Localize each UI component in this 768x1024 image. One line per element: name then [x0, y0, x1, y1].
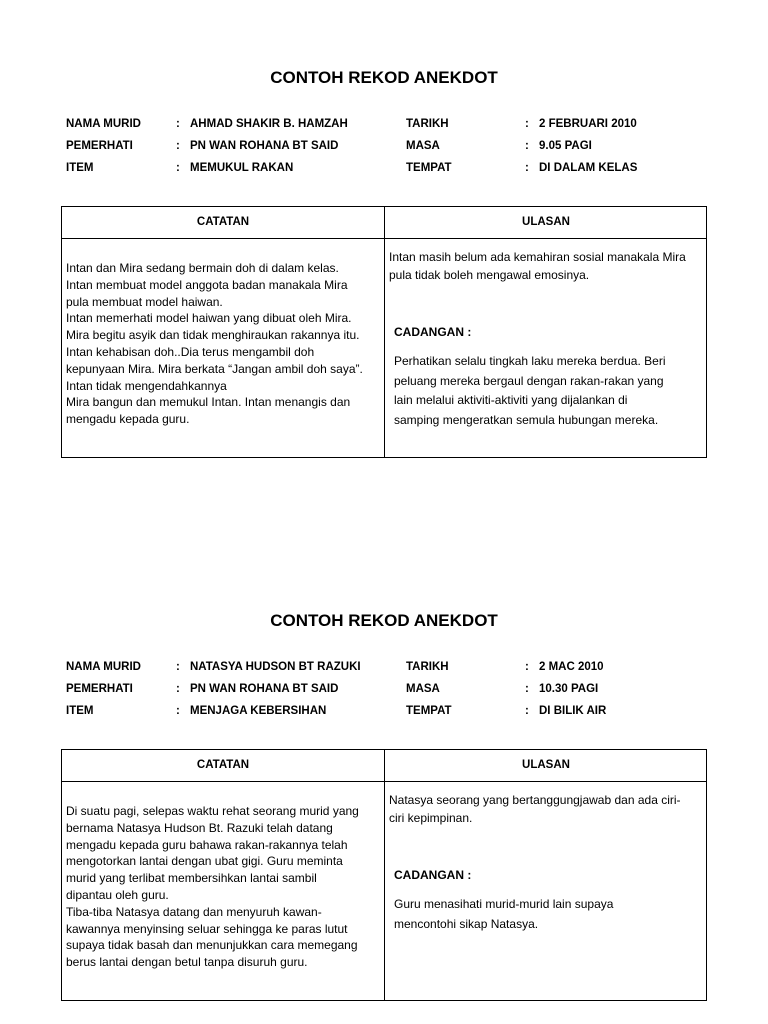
record-table [61, 749, 707, 1001]
info-row-item [0, 705, 768, 725]
field-colon: : [176, 683, 180, 695]
cadangan-text: Perhatikan selalu tingkah laku mereka berdua. Beri peluang mereka bergaul dengan rakan-rakan yang lain melalui aktiviti-aktiviti yang dijalankan di samping mengeratkan semula hubungan mereka. [394, 354, 666, 427]
field-colon: : [525, 683, 529, 695]
field-colon: : [176, 162, 180, 174]
record-title: CONTOH REKOD ANEKDOT [270, 611, 498, 630]
info-row-observer [0, 140, 768, 160]
field-label: PEMERHATI [66, 683, 133, 695]
table-header-divider [62, 238, 706, 239]
column-header-catatan: CATATAN [196, 759, 250, 771]
table-header-divider [62, 781, 706, 782]
field-value: 10.30 PAGI [539, 683, 599, 695]
field-label: ITEM [66, 162, 94, 174]
field-value: 2 FEBRUARI 2010 [539, 118, 637, 130]
field-value: PN WAN ROHANA BT SAID [190, 683, 339, 695]
column-header-catatan: CATATAN [196, 216, 250, 228]
cadangan-text: Guru menasihati murid-murid lain supaya mencontohi sikap Natasya. [394, 897, 614, 931]
record-title: CONTOH REKOD ANEKDOT [270, 68, 498, 87]
field-label: ITEM [66, 705, 94, 717]
field-colon: : [525, 118, 529, 130]
field-value: AHMAD SHAKIR B. HAMZAH [190, 118, 348, 130]
field-label: TEMPAT [406, 162, 452, 174]
column-header-ulasan: ULASAN [522, 216, 570, 228]
field-label: MASA [406, 140, 440, 152]
cadangan-label: CADANGAN : [394, 325, 472, 339]
field-label: NAMA MURID [66, 661, 141, 673]
field-label: PEMERHATI [66, 140, 133, 152]
field-label: NAMA MURID [66, 118, 141, 130]
field-colon: : [525, 140, 529, 152]
catatan-text: Di suatu pagi, selepas waktu rehat seorang murid yang bernama Natasya Hudson Bt. Razuki telah datang mengadu kepada guru bahawa rakan-rakannya telah mengotorkan lantai dengan ubat gigi. Guru meminta murid yang terlibat membersihkan lantai sambil dipantau oleh guru. Tiba-tiba Natasya datang dan menyuruh kawan- kawannya menyinsing seluar sehingga ke paras lutut supaya tidak basah dan menunjukkan cara memegang berus lantai dengan betul tanpa disuruh guru. [66, 804, 359, 970]
record-table [61, 206, 707, 458]
field-colon: : [176, 705, 180, 717]
field-colon: : [525, 162, 529, 174]
field-label: TEMPAT [406, 705, 452, 717]
field-colon: : [176, 140, 180, 152]
info-row-observer [0, 683, 768, 703]
catatan-text: Intan dan Mira sedang bermain doh di dalam kelas. Intan membuat model anggota badan manakala Mira pula membuat model haiwan. Intan memerhati model haiwan yang dibuat oleh Mira. Mira begitu asyik dan tidak menghiraukan rakannya itu. Intan kehabisan doh..Dia terus mengambil doh kepunyaan Mira. Mira berkata “Jangan ambil doh saya”. Intan tidak mengendahkannya Mira bangun dan memukul Intan. Intan menangis dan mengadu kepada guru. [66, 261, 363, 427]
field-colon: : [176, 661, 180, 673]
cadangan-label: CADANGAN : [394, 868, 472, 882]
field-colon: : [525, 705, 529, 717]
info-row-name [0, 661, 768, 681]
field-colon: : [176, 118, 180, 130]
field-value: PN WAN ROHANA BT SAID [190, 140, 339, 152]
info-row-item [0, 162, 768, 182]
field-label: TARIKH [406, 118, 449, 130]
column-header-ulasan: ULASAN [522, 759, 570, 771]
ulasan-text: Natasya seorang yang bertanggungjawab dan ada ciri- ciri kepimpinan. [389, 793, 681, 825]
field-value: NATASYA HUDSON BT RAZUKI [190, 661, 361, 673]
field-colon: : [525, 661, 529, 673]
field-value: MEMUKUL RAKAN [190, 162, 294, 174]
field-value: DI DALAM KELAS [539, 162, 638, 174]
field-label: MASA [406, 683, 440, 695]
field-label: TARIKH [406, 661, 449, 673]
info-row-name [0, 118, 768, 138]
field-value: DI BILIK AIR [539, 705, 607, 717]
field-value: 9.05 PAGI [539, 140, 592, 152]
field-value: MENJAGA KEBERSIHAN [190, 705, 327, 717]
table-column-divider [384, 207, 385, 457]
field-value: 2 MAC 2010 [539, 661, 604, 673]
ulasan-text: Intan masih belum ada kemahiran sosial manakala Mira pula tidak boleh mengawal emosinya. [389, 250, 686, 282]
table-column-divider [384, 750, 385, 1000]
